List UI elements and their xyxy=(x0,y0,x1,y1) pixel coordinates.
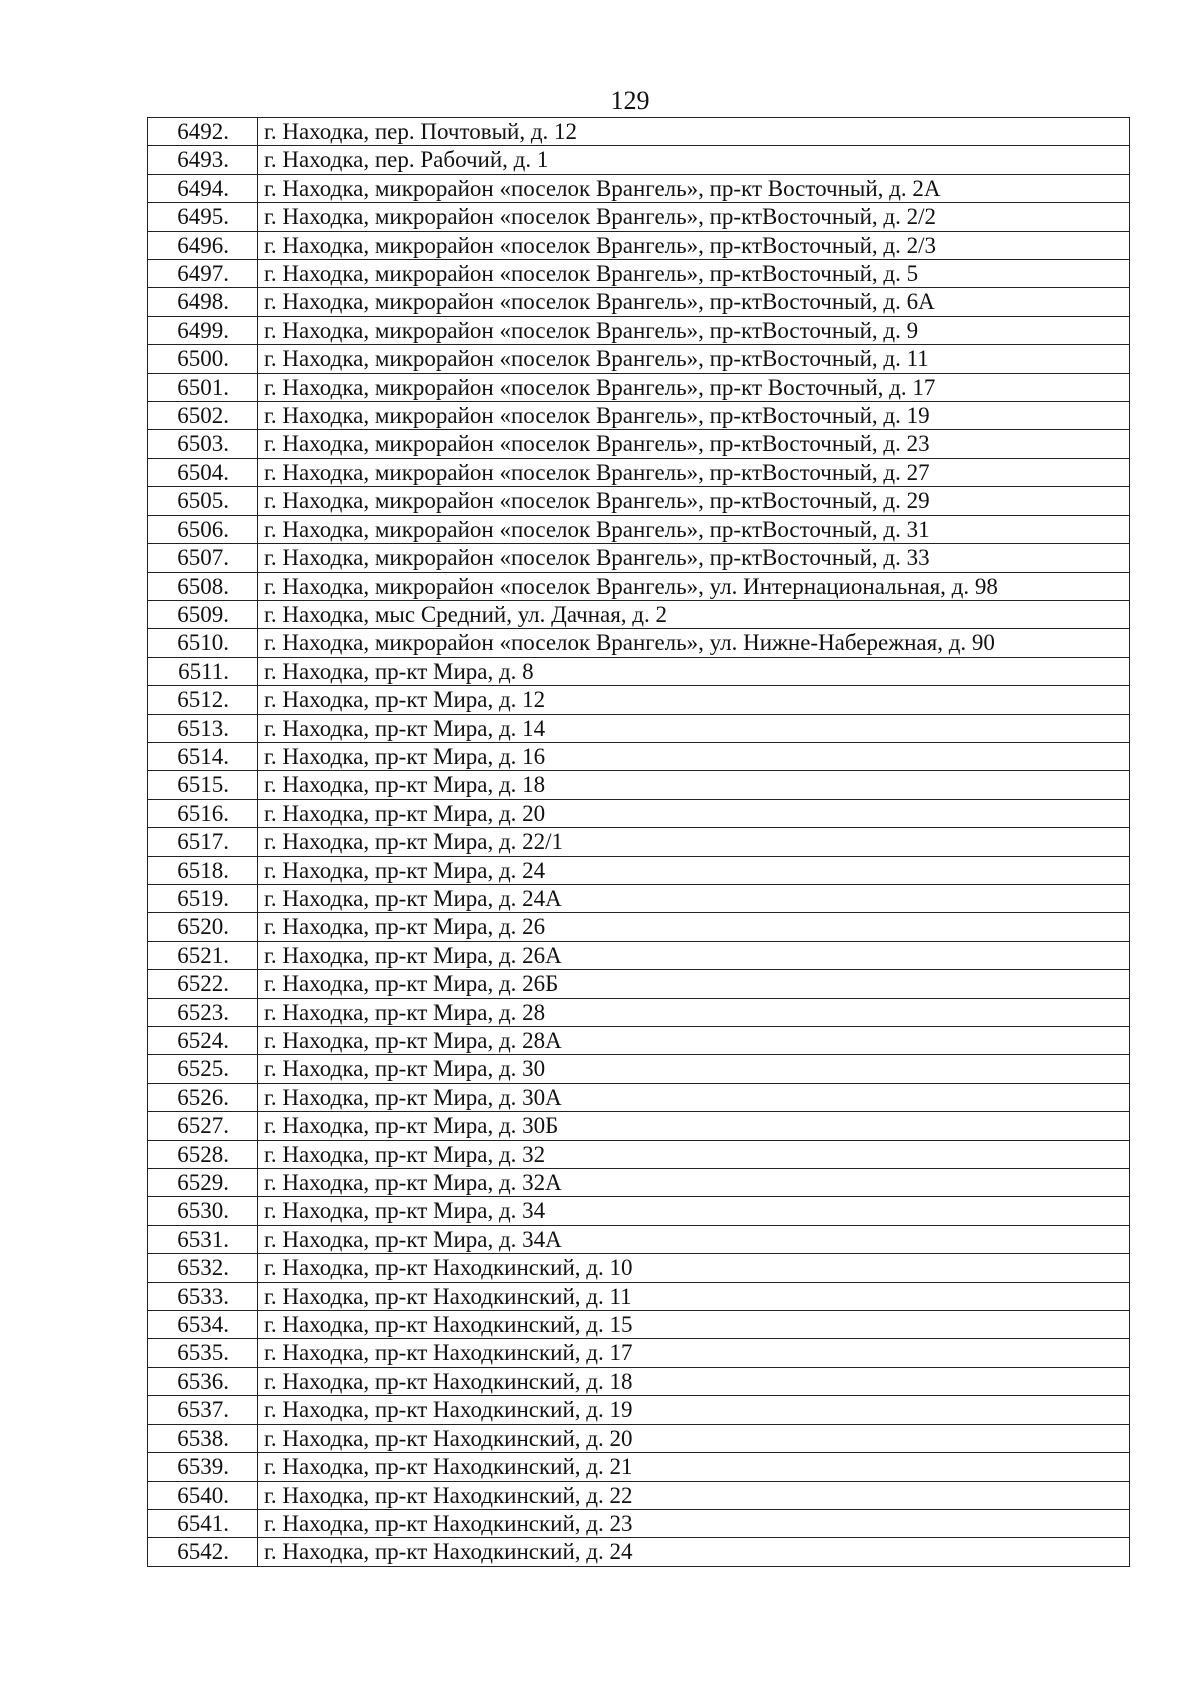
table-row xyxy=(148,544,1130,572)
row-number: 6529. xyxy=(148,1169,258,1197)
row-number: 6535. xyxy=(148,1339,258,1367)
row-address: г. Находка, пр-кт Мира, д. 28 xyxy=(258,998,1130,1026)
table-row xyxy=(148,430,1130,458)
row-address: г. Находка, пр-кт Мира, д. 28А xyxy=(258,1027,1130,1055)
table-row xyxy=(148,260,1130,288)
row-address: г. Находка, пр-кт Мира, д. 32А xyxy=(258,1169,1130,1197)
row-number: 6494. xyxy=(148,174,258,202)
row-number: 6497. xyxy=(148,260,258,288)
table-row xyxy=(148,1055,1130,1083)
row-number: 6540. xyxy=(148,1481,258,1509)
row-number: 6513. xyxy=(148,714,258,742)
table-row xyxy=(148,288,1130,316)
row-number: 6538. xyxy=(148,1424,258,1452)
table-row xyxy=(148,1311,1130,1339)
table-row xyxy=(148,629,1130,657)
row-number: 6521. xyxy=(148,941,258,969)
row-address: г. Находка, пр-кт Мира, д. 18 xyxy=(258,771,1130,799)
table-row xyxy=(148,1027,1130,1055)
row-number: 6509. xyxy=(148,600,258,628)
row-number: 6503. xyxy=(148,430,258,458)
table-row xyxy=(148,402,1130,430)
row-address: г. Находка, микрорайон «поселок Врангель», пр-кт Восточный, д. 17 xyxy=(258,373,1130,401)
row-number: 6532. xyxy=(148,1254,258,1282)
row-address: г. Находка, пр-кт Мира, д. 32 xyxy=(258,1140,1130,1168)
row-address: г. Находка, пр-кт Находкинский, д. 20 xyxy=(258,1424,1130,1452)
row-address: г. Находка, пр-кт Мира, д. 12 xyxy=(258,686,1130,714)
table-row xyxy=(148,1254,1130,1282)
row-number: 6526. xyxy=(148,1083,258,1111)
row-number: 6527. xyxy=(148,1112,258,1140)
row-number: 6499. xyxy=(148,316,258,344)
row-address: г. Находка, пр-кт Находкинский, д. 15 xyxy=(258,1311,1130,1339)
row-number: 6530. xyxy=(148,1197,258,1225)
row-number: 6498. xyxy=(148,288,258,316)
table-row xyxy=(148,1424,1130,1452)
row-address: г. Находка, микрорайон «поселок Врангель», пр-ктВосточный, д. 19 xyxy=(258,402,1130,430)
row-address: г. Находка, микрорайон «поселок Врангель», ул. Нижне-Набережная, д. 90 xyxy=(258,629,1130,657)
row-address: г. Находка, пр-кт Мира, д. 22/1 xyxy=(258,828,1130,856)
row-address: г. Находка, пер. Почтовый, д. 12 xyxy=(258,118,1130,146)
row-address: г. Находка, пр-кт Мира, д. 26А xyxy=(258,941,1130,969)
row-number: 6539. xyxy=(148,1453,258,1481)
table-row xyxy=(148,1197,1130,1225)
row-address: г. Находка, микрорайон «поселок Врангель», пр-ктВосточный, д. 27 xyxy=(258,458,1130,486)
row-address: г. Находка, пр-кт Находкинский, д. 22 xyxy=(258,1481,1130,1509)
row-number: 6492. xyxy=(148,118,258,146)
row-address: г. Находка, пр-кт Мира, д. 26Б xyxy=(258,970,1130,998)
table-row xyxy=(148,1169,1130,1197)
row-number: 6514. xyxy=(148,742,258,770)
table-row xyxy=(148,1396,1130,1424)
row-address: г. Находка, пр-кт Находкинский, д. 18 xyxy=(258,1367,1130,1395)
row-number: 6493. xyxy=(148,146,258,174)
row-number: 6525. xyxy=(148,1055,258,1083)
table-row xyxy=(148,600,1130,628)
row-number: 6495. xyxy=(148,203,258,231)
table-row xyxy=(148,118,1130,146)
table-row xyxy=(148,998,1130,1026)
row-address: г. Находка, мыс Средний, ул. Дачная, д. 2 xyxy=(258,600,1130,628)
page-number: 129 xyxy=(610,86,650,115)
row-number: 6516. xyxy=(148,799,258,827)
address-table xyxy=(147,117,1130,1567)
table-row xyxy=(148,572,1130,600)
table-row xyxy=(148,515,1130,543)
row-address: г. Находка, пр-кт Находкинский, д. 17 xyxy=(258,1339,1130,1367)
table-row xyxy=(148,913,1130,941)
row-address: г. Находка, пр-кт Находкинский, д. 24 xyxy=(258,1538,1130,1566)
row-number: 6528. xyxy=(148,1140,258,1168)
table-row xyxy=(148,458,1130,486)
row-address: г. Находка, микрорайон «поселок Врангель», пр-ктВосточный, д. 5 xyxy=(258,260,1130,288)
table-row xyxy=(148,1367,1130,1395)
row-address: г. Находка, пр-кт Мира, д. 24 xyxy=(258,856,1130,884)
table-row xyxy=(148,1453,1130,1481)
row-address: г. Находка, микрорайон «поселок Врангель», пр-кт Восточный, д. 2А xyxy=(258,174,1130,202)
row-number: 6508. xyxy=(148,572,258,600)
row-address: г. Находка, пр-кт Мира, д. 26 xyxy=(258,913,1130,941)
table-row xyxy=(148,657,1130,685)
row-address: г. Находка, микрорайон «поселок Врангель», пр-ктВосточный, д. 6А xyxy=(258,288,1130,316)
row-number: 6531. xyxy=(148,1225,258,1253)
table-row xyxy=(148,714,1130,742)
table-row xyxy=(148,1481,1130,1509)
row-number: 6504. xyxy=(148,458,258,486)
address-table-body xyxy=(148,118,1130,1567)
row-address: г. Находка, пр-кт Мира, д. 34А xyxy=(258,1225,1130,1253)
row-number: 6507. xyxy=(148,544,258,572)
row-address: г. Находка, пр-кт Мира, д. 30Б xyxy=(258,1112,1130,1140)
row-number: 6517. xyxy=(148,828,258,856)
row-number: 6524. xyxy=(148,1027,258,1055)
table-row xyxy=(148,856,1130,884)
table-row xyxy=(148,828,1130,856)
row-address: г. Находка, пр-кт Мира, д. 30 xyxy=(258,1055,1130,1083)
row-number: 6522. xyxy=(148,970,258,998)
row-number: 6537. xyxy=(148,1396,258,1424)
row-address: г. Находка, микрорайон «поселок Врангель», пр-ктВосточный, д. 29 xyxy=(258,487,1130,515)
table-row xyxy=(148,1282,1130,1310)
row-number: 6523. xyxy=(148,998,258,1026)
table-row xyxy=(148,686,1130,714)
row-number: 6518. xyxy=(148,856,258,884)
row-number: 6510. xyxy=(148,629,258,657)
row-address: г. Находка, пр-кт Мира, д. 30А xyxy=(258,1083,1130,1111)
table-row xyxy=(148,941,1130,969)
row-address: г. Находка, пр-кт Мира, д. 16 xyxy=(258,742,1130,770)
row-address: г. Находка, микрорайон «поселок Врангель», пр-ктВосточный, д. 23 xyxy=(258,430,1130,458)
row-address: г. Находка, пр-кт Находкинский, д. 11 xyxy=(258,1282,1130,1310)
row-number: 6500. xyxy=(148,345,258,373)
row-address: г. Находка, пр-кт Мира, д. 14 xyxy=(258,714,1130,742)
row-number: 6533. xyxy=(148,1282,258,1310)
row-address: г. Находка, пр-кт Находкинский, д. 19 xyxy=(258,1396,1130,1424)
row-number: 6511. xyxy=(148,657,258,685)
row-address: г. Находка, пр-кт Находкинский, д. 21 xyxy=(258,1453,1130,1481)
row-number: 6505. xyxy=(148,487,258,515)
row-address: г. Находка, пр-кт Находкинский, д. 23 xyxy=(258,1509,1130,1537)
row-address: г. Находка, пр-кт Мира, д. 34 xyxy=(258,1197,1130,1225)
row-address: г. Находка, пр-кт Мира, д. 24А xyxy=(258,884,1130,912)
row-number: 6496. xyxy=(148,231,258,259)
table-row xyxy=(148,1509,1130,1537)
row-address: г. Находка, микрорайон «поселок Врангель», пр-ктВосточный, д. 2/3 xyxy=(258,231,1130,259)
row-address: г. Находка, пер. Рабочий, д. 1 xyxy=(258,146,1130,174)
row-address: г. Находка, микрорайон «поселок Врангель», пр-ктВосточный, д. 9 xyxy=(258,316,1130,344)
table-row xyxy=(148,231,1130,259)
table-row xyxy=(148,884,1130,912)
row-number: 6520. xyxy=(148,913,258,941)
table-row xyxy=(148,146,1130,174)
table-row xyxy=(148,316,1130,344)
table-row xyxy=(148,373,1130,401)
row-address: г. Находка, микрорайон «поселок Врангель», пр-ктВосточный, д. 33 xyxy=(258,544,1130,572)
row-number: 6501. xyxy=(148,373,258,401)
table-row xyxy=(148,487,1130,515)
row-number: 6519. xyxy=(148,884,258,912)
row-number: 6515. xyxy=(148,771,258,799)
table-row xyxy=(148,970,1130,998)
row-number: 6502. xyxy=(148,402,258,430)
table-row xyxy=(148,742,1130,770)
table-row xyxy=(148,799,1130,827)
row-number: 6542. xyxy=(148,1538,258,1566)
table-row xyxy=(148,1339,1130,1367)
row-number: 6512. xyxy=(148,686,258,714)
row-address: г. Находка, пр-кт Находкинский, д. 10 xyxy=(258,1254,1130,1282)
row-address: г. Находка, микрорайон «поселок Врангель», пр-ктВосточный, д. 31 xyxy=(258,515,1130,543)
table-row xyxy=(148,771,1130,799)
row-number: 6541. xyxy=(148,1509,258,1537)
table-row xyxy=(148,1140,1130,1168)
row-number: 6536. xyxy=(148,1367,258,1395)
row-number: 6534. xyxy=(148,1311,258,1339)
row-address: г. Находка, пр-кт Мира, д. 8 xyxy=(258,657,1130,685)
table-row xyxy=(148,203,1130,231)
row-address: г. Находка, микрорайон «поселок Врангель», пр-ктВосточный, д. 11 xyxy=(258,345,1130,373)
row-address: г. Находка, пр-кт Мира, д. 20 xyxy=(258,799,1130,827)
row-address: г. Находка, микрорайон «поселок Врангель», ул. Интернациональная, д. 98 xyxy=(258,572,1130,600)
table-row xyxy=(148,1225,1130,1253)
row-number: 6506. xyxy=(148,515,258,543)
row-address: г. Находка, микрорайон «поселок Врангель», пр-ктВосточный, д. 2/2 xyxy=(258,203,1130,231)
table-row xyxy=(148,1112,1130,1140)
table-row xyxy=(148,174,1130,202)
table-row xyxy=(148,1538,1130,1566)
table-row xyxy=(148,345,1130,373)
table-row xyxy=(148,1083,1130,1111)
